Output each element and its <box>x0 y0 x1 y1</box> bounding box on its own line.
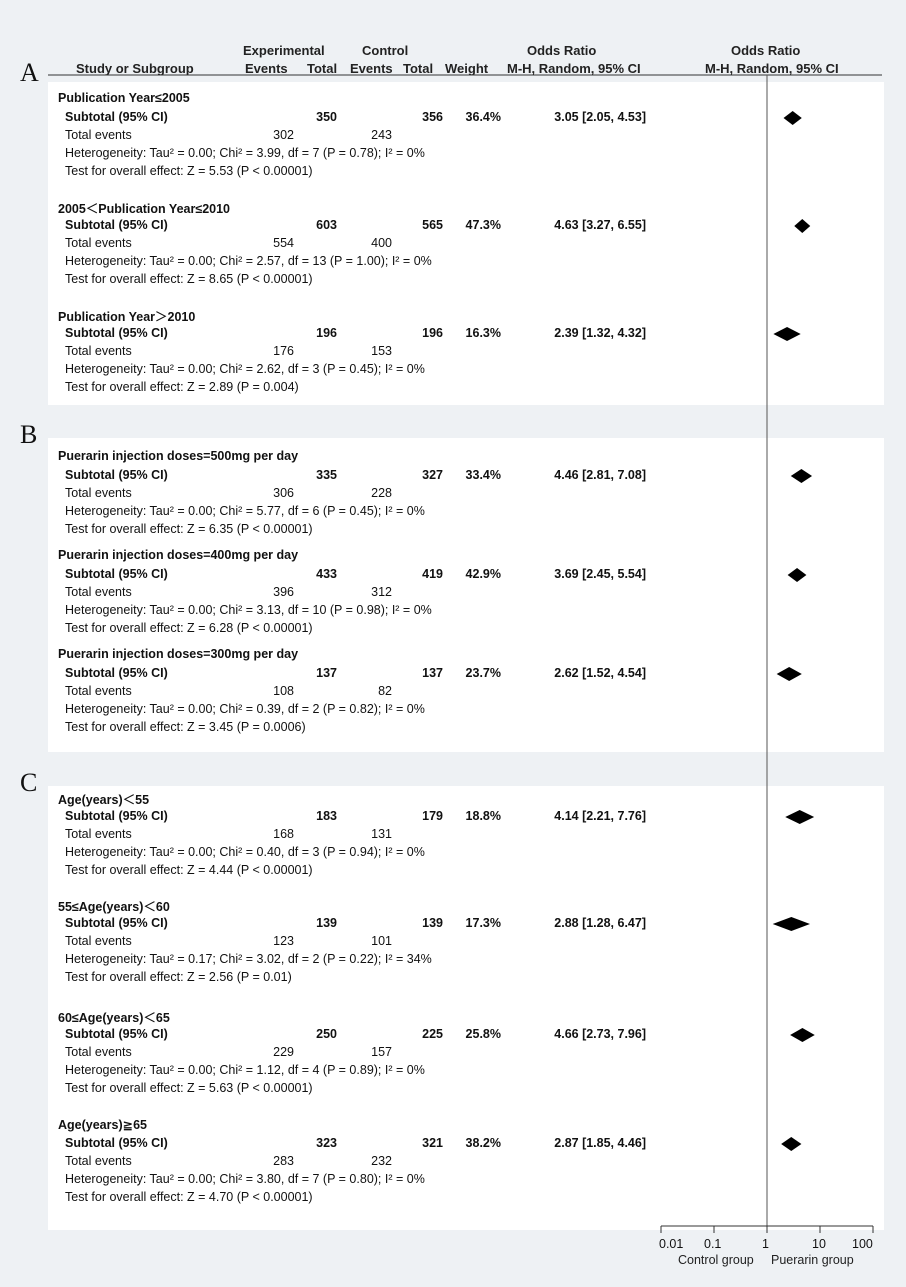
weight-value: 33.4% <box>465 468 501 482</box>
axis-label-control: Control group <box>678 1253 754 1267</box>
tick-label-1: 1 <box>762 1237 769 1251</box>
exp-events-value: 396 <box>273 585 294 599</box>
ctl-total-value: 196 <box>422 326 443 340</box>
or-ci-value: 4.14 [2.21, 7.76] <box>554 809 646 823</box>
weight-value: 36.4% <box>465 110 501 124</box>
plot-title-header: Odds Ratio <box>731 43 801 58</box>
or-title-header: Odds Ratio <box>527 43 597 58</box>
ctl-events-value: 153 <box>371 344 392 358</box>
subtotal-diamond <box>784 111 802 125</box>
weight-value: 17.3% <box>465 916 501 930</box>
exp-group-header: Experimental <box>243 43 325 58</box>
subgroup-title: Puerarin injection doses=400mg per day <box>58 548 299 562</box>
exp-events-value: 168 <box>273 827 294 841</box>
subtotal-label: Subtotal (95% CI) <box>65 326 168 340</box>
overall-effect-text: Test for overall effect: Z = 6.28 (P < 0.00001) <box>65 621 313 635</box>
total-events-label: Total events <box>65 585 132 599</box>
overall-effect-text: Test for overall effect: Z = 2.56 (P = 0.01) <box>65 970 292 984</box>
exp-events-value: 229 <box>273 1045 294 1059</box>
subtotal-label: Subtotal (95% CI) <box>65 1136 168 1150</box>
weight-value: 47.3% <box>465 218 501 232</box>
ctl-events-value: 232 <box>371 1154 392 1168</box>
total-events-label: Total events <box>65 344 132 358</box>
subgroup-title: 2005＜Publication Year≤2010 <box>58 202 231 216</box>
subgroup-title: Age(years)＜55 <box>58 793 150 807</box>
weight-value: 23.7% <box>465 666 501 680</box>
subgroup-title: 55≤Age(years)＜60 <box>58 900 170 914</box>
panel-label-b: B <box>20 420 38 449</box>
weight-header: Weight <box>445 61 489 76</box>
ctl-total-value: 179 <box>422 809 443 823</box>
exp-events-value: 123 <box>273 934 294 948</box>
ctl-group-header: Control <box>362 43 409 58</box>
total-events-label: Total events <box>65 1154 132 1168</box>
ctl-events-value: 243 <box>371 128 392 142</box>
exp-events-value: 283 <box>273 1154 294 1168</box>
exp-total-value: 139 <box>316 916 337 930</box>
total-events-label: Total events <box>65 684 132 698</box>
study-col-header: Study or Subgroup <box>76 61 194 76</box>
heterogeneity-text: Heterogeneity: Tau² = 0.00; Chi² = 3.80, df = 7 (P = 0.80); I² = 0% <box>65 1172 425 1186</box>
ctl-events-value: 157 <box>371 1045 392 1059</box>
subtotal-label: Subtotal (95% CI) <box>65 567 168 581</box>
subtotal-diamond <box>773 917 810 931</box>
exp-total-header: Total <box>307 61 338 76</box>
plot-method-header: M-H, Random, 95% CI <box>705 61 839 76</box>
tick-label-0.1: 0.1 <box>704 1237 722 1251</box>
or-ci-value: 2.62 [1.52, 4.54] <box>554 666 646 680</box>
or-ci-value: 2.88 [1.28, 6.47] <box>554 916 646 930</box>
subtotal-label: Subtotal (95% CI) <box>65 809 168 823</box>
subtotal-diamond <box>785 810 814 824</box>
exp-total-value: 433 <box>316 567 337 581</box>
heterogeneity-text: Heterogeneity: Tau² = 0.00; Chi² = 1.12, df = 4 (P = 0.89); I² = 0% <box>65 1063 425 1077</box>
panel-label-c: C <box>20 768 38 797</box>
subtotal-label: Subtotal (95% CI) <box>65 916 168 930</box>
or-method-header: M-H, Random, 95% CI <box>507 61 641 76</box>
ctl-events-value: 101 <box>371 934 392 948</box>
subgroup-title: 60≤Age(years)＜65 <box>58 1011 170 1025</box>
exp-total-value: 603 <box>316 218 337 232</box>
subtotal-label: Subtotal (95% CI) <box>65 666 168 680</box>
heterogeneity-text: Heterogeneity: Tau² = 0.00; Chi² = 2.57, df = 13 (P = 1.00); I² = 0% <box>65 254 432 268</box>
exp-total-value: 183 <box>316 809 337 823</box>
weight-value: 38.2% <box>465 1136 501 1150</box>
subtotal-label: Subtotal (95% CI) <box>65 218 168 232</box>
subgroup-title: Puerarin injection doses=300mg per day <box>58 647 299 661</box>
heterogeneity-text: Heterogeneity: Tau² = 0.00; Chi² = 3.13, df = 10 (P = 0.98); I² = 0% <box>65 603 432 617</box>
subtotal-label: Subtotal (95% CI) <box>65 468 168 482</box>
overall-effect-text: Test for overall effect: Z = 2.89 (P = 0.004) <box>65 380 299 394</box>
subtotal-diamond <box>791 469 812 483</box>
total-events-label: Total events <box>65 934 132 948</box>
ctl-events-value: 228 <box>371 486 392 500</box>
exp-total-value: 335 <box>316 468 337 482</box>
heterogeneity-text: Heterogeneity: Tau² = 0.00; Chi² = 0.40, df = 3 (P = 0.94); I² = 0% <box>65 845 425 859</box>
or-ci-value: 2.87 [1.85, 4.46] <box>554 1136 646 1150</box>
ctl-events-value: 312 <box>371 585 392 599</box>
weight-value: 18.8% <box>465 809 501 823</box>
weight-value: 42.9% <box>465 567 501 581</box>
total-events-label: Total events <box>65 128 132 142</box>
ctl-total-value: 565 <box>422 218 443 232</box>
exp-events-value: 302 <box>273 128 294 142</box>
or-ci-value: 4.63 [3.27, 6.55] <box>554 218 646 232</box>
exp-total-value: 250 <box>316 1027 337 1041</box>
overall-effect-text: Test for overall effect: Z = 5.53 (P < 0.00001) <box>65 164 313 178</box>
exp-total-value: 350 <box>316 110 337 124</box>
subgroup-title: Age(years)≧65 <box>58 1118 147 1132</box>
or-ci-value: 3.69 [2.45, 5.54] <box>554 567 646 581</box>
subgroup-title: Publication Year＞2010 <box>58 310 196 324</box>
exp-total-value: 137 <box>316 666 337 680</box>
exp-events-header: Events <box>245 61 288 76</box>
overall-effect-text: Test for overall effect: Z = 3.45 (P = 0.0006) <box>65 720 306 734</box>
axis-label-puerarin: Puerarin group <box>771 1253 854 1267</box>
ctl-events-value: 82 <box>378 684 392 698</box>
ctl-total-header: Total <box>403 61 434 76</box>
ctl-total-value: 225 <box>422 1027 443 1041</box>
ctl-total-value: 139 <box>422 916 443 930</box>
subgroup-title: Puerarin injection doses=500mg per day <box>58 449 299 463</box>
weight-value: 25.8% <box>465 1027 501 1041</box>
ctl-total-value: 356 <box>422 110 443 124</box>
total-events-label: Total events <box>65 236 132 250</box>
overall-effect-text: Test for overall effect: Z = 4.70 (P < 0.00001) <box>65 1190 313 1204</box>
ctl-total-value: 321 <box>422 1136 443 1150</box>
heterogeneity-text: Heterogeneity: Tau² = 0.00; Chi² = 0.39, df = 2 (P = 0.82); I² = 0% <box>65 702 425 716</box>
or-ci-value: 4.46 [2.81, 7.08] <box>554 468 646 482</box>
tick-label-10: 10 <box>812 1237 826 1251</box>
tick-label-100: 100 <box>852 1237 873 1251</box>
ctl-total-value: 419 <box>422 567 443 581</box>
heterogeneity-text: Heterogeneity: Tau² = 0.00; Chi² = 3.99, df = 7 (P = 0.78); I² = 0% <box>65 146 425 160</box>
subtotal-diamond <box>790 1028 815 1042</box>
subgroup-title: Publication Year≤2005 <box>58 91 190 105</box>
exp-events-value: 554 <box>273 236 294 250</box>
exp-events-value: 176 <box>273 344 294 358</box>
subtotal-diamond <box>773 327 800 341</box>
total-events-label: Total events <box>65 1045 132 1059</box>
ctl-events-value: 400 <box>371 236 392 250</box>
exp-events-value: 306 <box>273 486 294 500</box>
total-events-label: Total events <box>65 486 132 500</box>
ctl-events-value: 131 <box>371 827 392 841</box>
overall-effect-text: Test for overall effect: Z = 5.63 (P < 0.00001) <box>65 1081 313 1095</box>
tick-label-0.01: 0.01 <box>659 1237 684 1251</box>
heterogeneity-text: Heterogeneity: Tau² = 0.17; Chi² = 3.02, df = 2 (P = 0.22); I² = 34% <box>65 952 432 966</box>
subtotal-diamond <box>788 568 807 582</box>
ctl-events-header: Events <box>350 61 393 76</box>
overall-effect-text: Test for overall effect: Z = 6.35 (P < 0.00001) <box>65 522 313 536</box>
total-events-label: Total events <box>65 827 132 841</box>
subtotal-diamond <box>794 219 810 233</box>
or-ci-value: 3.05 [2.05, 4.53] <box>554 110 646 124</box>
overall-effect-text: Test for overall effect: Z = 8.65 (P < 0.00001) <box>65 272 313 286</box>
subtotal-label: Subtotal (95% CI) <box>65 1027 168 1041</box>
weight-value: 16.3% <box>465 326 501 340</box>
exp-total-value: 323 <box>316 1136 337 1150</box>
or-ci-value: 2.39 [1.32, 4.32] <box>554 326 646 340</box>
exp-events-value: 108 <box>273 684 294 698</box>
heterogeneity-text: Heterogeneity: Tau² = 0.00; Chi² = 5.77, df = 6 (P = 0.45); I² = 0% <box>65 504 425 518</box>
ctl-total-value: 137 <box>422 666 443 680</box>
ctl-total-value: 327 <box>422 468 443 482</box>
or-ci-value: 4.66 [2.73, 7.96] <box>554 1027 646 1041</box>
subtotal-label: Subtotal (95% CI) <box>65 110 168 124</box>
subtotal-diamond <box>781 1137 801 1151</box>
heterogeneity-text: Heterogeneity: Tau² = 0.00; Chi² = 2.62, df = 3 (P = 0.45); I² = 0% <box>65 362 425 376</box>
overall-effect-text: Test for overall effect: Z = 4.44 (P < 0.00001) <box>65 863 313 877</box>
subtotal-diamond <box>777 667 802 681</box>
panel-label-a: A <box>20 58 39 87</box>
exp-total-value: 196 <box>316 326 337 340</box>
